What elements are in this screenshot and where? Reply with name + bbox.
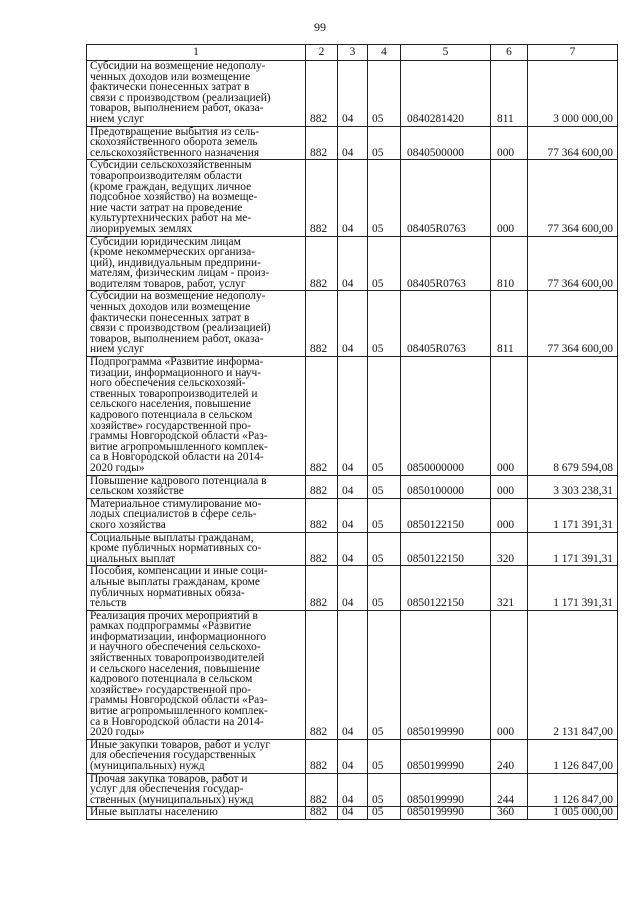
target-article-cell: 0850122150 [401, 566, 491, 610]
target-article-cell: 0850100000 [401, 475, 491, 498]
target-article-cell: 0850122150 [401, 532, 491, 566]
table-row [87, 291, 618, 357]
expense-type-cell: 321 [491, 566, 528, 610]
table-row [87, 807, 618, 820]
expense-type-cell: 000 [491, 357, 528, 476]
table-row [87, 610, 618, 739]
amount-cell: 77 364 600,00 [528, 126, 618, 160]
header-row [87, 45, 618, 61]
table-row [87, 498, 618, 532]
row-name-cell: Субсидии на возмещение недополу- ченных доходов или возмещение фактически понесенных затрат в связи с производством (реализацией) товаров, выполнением работ, оказа- нием услуг [87, 291, 306, 357]
section-cell: 04 [338, 566, 368, 610]
header-cell: 7 [528, 45, 618, 61]
target-article-cell: 0850122150 [401, 498, 491, 532]
table-row [87, 357, 618, 476]
table-row [87, 566, 618, 610]
target-article-cell: 08405R0763 [401, 236, 491, 291]
section-cell: 04 [338, 61, 368, 127]
amount-cell: 2 131 847,00 [528, 610, 618, 739]
expense-type-cell: 360 [491, 807, 528, 820]
amount-cell: 8 679 594,08 [528, 357, 618, 476]
row-name-cell: Прочая закупка товаров, работ и услуг для обеспечения государ- ственных (муниципальных) нужд [87, 773, 306, 807]
subsection-cell: 05 [368, 357, 401, 476]
amount-cell: 77 364 600,00 [528, 160, 618, 236]
section-cell: 04 [338, 773, 368, 807]
section-cell: 04 [338, 126, 368, 160]
admin-code-cell: 882 [306, 236, 338, 291]
amount-cell: 77 364 600,00 [528, 236, 618, 291]
section-cell: 04 [338, 357, 368, 476]
section-cell: 04 [338, 532, 368, 566]
subsection-cell: 05 [368, 773, 401, 807]
header-cell: 6 [491, 45, 528, 61]
section-cell: 04 [338, 807, 368, 820]
expense-type-cell: 000 [491, 160, 528, 236]
subsection-cell: 05 [368, 126, 401, 160]
target-article-cell: 0850199990 [401, 739, 491, 773]
target-article-cell: 08405R0763 [401, 160, 491, 236]
amount-cell: 1 005 000,00 [528, 807, 618, 820]
amount-cell: 1 171 391,31 [528, 532, 618, 566]
target-article-cell: 0850199990 [401, 807, 491, 820]
row-name-cell: Пособия, компенсации и иные соци- альные выплаты гражданам, кроме публичных нормативных обяза- тельств [87, 566, 306, 610]
admin-code-cell: 882 [306, 61, 338, 127]
row-name-cell: Иные выплаты населению [87, 807, 306, 820]
expense-type-cell: 000 [491, 610, 528, 739]
admin-code-cell: 882 [306, 739, 338, 773]
row-name-cell: Предотвращение выбытия из сель- скохозяйственного оборота земель сельскохозяйственного назначения [87, 126, 306, 160]
table-row [87, 532, 618, 566]
expense-type-cell: 244 [491, 773, 528, 807]
section-cell: 04 [338, 498, 368, 532]
subsection-cell: 05 [368, 475, 401, 498]
budget-table [86, 44, 618, 820]
admin-code-cell: 882 [306, 807, 338, 820]
page-number: 99 [314, 20, 326, 34]
header-cell: 3 [338, 45, 368, 61]
amount-cell: 1 171 391,31 [528, 566, 618, 610]
table-row [87, 739, 618, 773]
row-name-cell: Подпрограмма «Развитие информа- тизации, информационного и науч- ного обеспечения сельскохозяй- ственных товаропроизводителей и сельского населения, повышение кадрового потенциала в сельском хозяйстве» государственной про- граммы Новгородской области «Раз- витие агропромышленного комплек- са в Новгородской области на 2014- 2020 годы» [87, 357, 306, 476]
subsection-cell: 05 [368, 532, 401, 566]
header-cell: 4 [368, 45, 401, 61]
section-cell: 04 [338, 236, 368, 291]
table-row [87, 126, 618, 160]
section-cell: 04 [338, 475, 368, 498]
subsection-cell: 05 [368, 291, 401, 357]
row-name-cell: Реализация прочих мероприятий в рамках подпрограммы «Развитие информатизации, информационного и научного обеспечения сельскохо- зяйственных товаропроизводителей и сельского населения, повышение кадрового потенциала в сельском хозяйстве» государственной про- граммы Новгородской области «Раз- витие агропромышленного комплек- са в Новгородской области на 2014- 2020 годы» [87, 610, 306, 739]
subsection-cell: 05 [368, 498, 401, 532]
admin-code-cell: 882 [306, 532, 338, 566]
expense-type-cell: 810 [491, 236, 528, 291]
subsection-cell: 05 [368, 610, 401, 739]
amount-cell: 1 126 847,00 [528, 773, 618, 807]
subsection-cell: 05 [368, 236, 401, 291]
table-row [87, 475, 618, 498]
row-name-cell: Субсидии юридическим лицам (кроме некоммерческих организа- ций), индивидуальным предприни- мателям, физическим лицам - произ- водителям товаров, работ, услуг [87, 236, 306, 291]
expense-type-cell: 811 [491, 61, 528, 127]
subsection-cell: 05 [368, 160, 401, 236]
table-row [87, 61, 618, 127]
admin-code-cell: 882 [306, 126, 338, 160]
header-cell: 1 [87, 45, 306, 61]
table-row [87, 236, 618, 291]
amount-cell: 1 126 847,00 [528, 739, 618, 773]
header-cell: 5 [401, 45, 491, 61]
admin-code-cell: 882 [306, 291, 338, 357]
admin-code-cell: 882 [306, 610, 338, 739]
expense-type-cell: 000 [491, 475, 528, 498]
row-name-cell: Повышение кадрового потенциала в сельском хозяйстве [87, 475, 306, 498]
row-name-cell: Иные закупки товаров, работ и услуг для обеспечения государственных (муниципальных) нужд [87, 739, 306, 773]
row-name-cell: Субсидии сельскохозяйственным товаропроизводителям области (кроме граждан, ведущих личное подсобное хозяйство) на возмеще- ние части затрат на проведение культуртехнических работ на ме- лиорируемых землях [87, 160, 306, 236]
row-name-cell: Социальные выплаты гражданам, кроме публичных нормативных со- циальных выплат [87, 532, 306, 566]
row-name-cell: Субсидии на возмещение недополу- ченных доходов или возмещение фактически понесенных затрат в связи с производством (реализацией) товаров, выполнением работ, оказа- нием услуг [87, 61, 306, 127]
target-article-cell: 0850199990 [401, 610, 491, 739]
amount-cell: 77 364 600,00 [528, 291, 618, 357]
expense-type-cell: 000 [491, 126, 528, 160]
section-cell: 04 [338, 739, 368, 773]
header-cell: 2 [306, 45, 338, 61]
admin-code-cell: 882 [306, 475, 338, 498]
amount-cell: 1 171 391,31 [528, 498, 618, 532]
expense-type-cell: 811 [491, 291, 528, 357]
target-article-cell: 0840281420 [401, 61, 491, 127]
admin-code-cell: 882 [306, 566, 338, 610]
amount-cell: 3 303 238,31 [528, 475, 618, 498]
expense-type-cell: 000 [491, 498, 528, 532]
section-cell: 04 [338, 160, 368, 236]
subsection-cell: 05 [368, 739, 401, 773]
target-article-cell: 0850000000 [401, 357, 491, 476]
target-article-cell: 08405R0763 [401, 291, 491, 357]
table-row [87, 773, 618, 807]
expense-type-cell: 320 [491, 532, 528, 566]
expense-type-cell: 240 [491, 739, 528, 773]
target-article-cell: 0840500000 [401, 126, 491, 160]
row-name-cell: Материальное стимулирование мо- лодых специалистов в сфере сель- ского хозяйства [87, 498, 306, 532]
admin-code-cell: 882 [306, 357, 338, 476]
section-cell: 04 [338, 610, 368, 739]
amount-cell: 3 000 000,00 [528, 61, 618, 127]
admin-code-cell: 882 [306, 160, 338, 236]
subsection-cell: 05 [368, 566, 401, 610]
target-article-cell: 0850199990 [401, 773, 491, 807]
admin-code-cell: 882 [306, 498, 338, 532]
subsection-cell: 05 [368, 807, 401, 820]
section-cell: 04 [338, 291, 368, 357]
table-row [87, 160, 618, 236]
subsection-cell: 05 [368, 61, 401, 127]
admin-code-cell: 882 [306, 773, 338, 807]
